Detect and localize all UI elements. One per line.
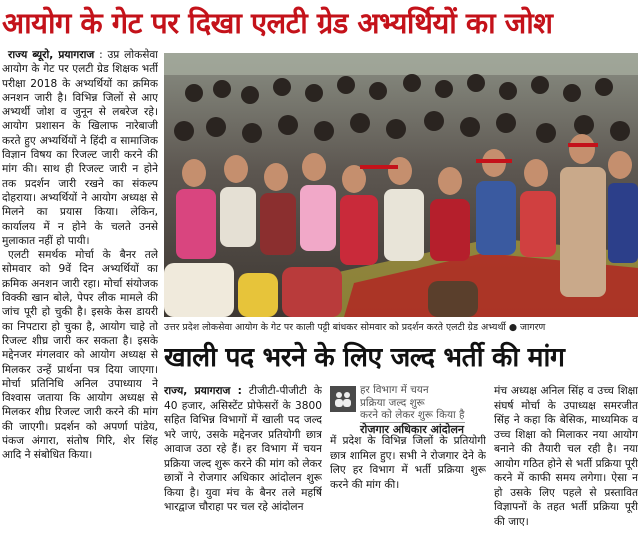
left-paragraph-1 [2, 48, 158, 248]
dateline: राज्य ब्यूरो, प्रयागराज [8, 49, 95, 61]
article-column-b [330, 384, 486, 544]
photo-caption: उत्तर प्रदेश लोकसेवा आयोग के गेट पर काली पट्टी बांधकर सोमवार को प्रदर्शन करते एलटी ग्रेड अभ्यर्थी ● जागरण [164, 322, 546, 333]
protest-photo [164, 53, 638, 317]
kicker-text [360, 384, 465, 436]
left-paragraph-2: एलटी समर्थक मोर्चा के बैनर तले सोमवार को 9वें दिन अभ्यर्थियों का क्रमिक अनशन जारी रहा। मोर्चा संयोजक विक्की खान बोले, पेपर लीक मामले की जांच पूरी हो चुकी है। इसके केस डायरी का निपटारा हो चुका है, आयोग चाहे तो रिजल्ट शीघ्र जारी कर सकता है। इसके मद्देनजर मंगलवार को आयोग अध्यक्ष से मिलकर उन्हें प्रार्थना पत्र दिया जाएगा। मोर्चा प्रतिनिधि अनिल उपाध्याय ने विश्वास जताया कि आयोग अध्यक्ष से मिलकर शीघ्र रिजल्ट जारी करने की मांग की जाएगी। प्रदर्शन को अपर्णा पांडेय, पंकज अंगारा, संतोष गिरि, शेर सिंह आदि ने संबोधित किया। [2, 249, 158, 462]
column-a-dateline: राज्य, प्रयागराज : [164, 385, 242, 397]
main-headline: आयोग के गेट पर दिखा एलटी ग्रेड अभ्यर्थियों का जोश [2, 6, 553, 40]
protest-photo-illustration [164, 53, 638, 317]
group-icon [330, 386, 356, 412]
kicker-subtitle: रोजगार अधिकार आंदोलन [360, 422, 465, 436]
left-paragraph-1-text: : उप्र लोकसेवा आयोग के गेट पर एलटी ग्रेड शिक्षक भर्ती परीक्षा 2018 के अभ्यर्थियों का क्रमिक अनशन जारी है। विभिन्न जिलों से आए अभ्यर्थी जोश व जुनून से लबरेज रहे। आयोग प्रशासन के खिलाफ नारेबाजी करते हुए अभ्यर्थियों ने हिंदी व सामाजिक विज्ञान विषय का रिजल्ट जारी करने की मांग की। साथ ही रिजल्ट जारी न होने तक प्रदर्शन जारी रखने का संकल्प दोहराया। अभ्यर्थियों ने आयोग अध्यक्ष से मिलने का प्रयास किया। लेकिन, कार्यालय में न होने के चलते उनसे मुलाकात नहीं हो पायी। [2, 49, 158, 247]
column-a-body: टीजीटी-पीजीटी के 40 हजार, असिस्टेंट प्रोफेसरों के 3800 सहित विभिन्न विभागों में खाली पद जल्द भरे जाएं, उसके मद्देनजर प्रतियोगी छात्र आवाज उठा रहे हैं। हर विभाग में चयन प्रक्रिया जल्द शुरू करने की मांग को लेकर छात्रों ने रोजगार अधिकार आंदोलन शुरू किया है। युवा मंच के बैनर तले महर्षि भारद्वाज चौराहा पर चल रहे आंदोलन [164, 385, 322, 513]
people-icon [333, 390, 353, 408]
kicker-line-2: प्रक्रिया जल्द शुरू [360, 396, 425, 409]
column-a-text [164, 384, 322, 515]
kicker-line-3: करने को लेकर शुरू किया है [360, 409, 465, 421]
kicker-box [330, 384, 486, 436]
article-column-c [494, 384, 638, 544]
sub-headline: खाली पद भरने के लिए जल्द भर्ती की मांग [164, 342, 565, 373]
column-c-text: मंच अध्यक्ष अनिल सिंह व उच्च शिक्षा संघर्ष मोर्चा के उपाध्यक्ष समरजीत सिंह ने कहा कि बेसिक, माध्यमिक व उच्च शिक्षा को मिलाकर नया आयोग बनाने की तैयारी चल रही है। नया आयोग गठित होने से भर्ती प्रक्रिया पूरी करने में काफी समय लगेगा। ऐसा न हो उसके लिए पहले से प्रस्तावित विज्ञापनों के तहत भर्ती प्रक्रिया पूरी की जाए। [494, 385, 638, 528]
left-article-column [2, 48, 158, 543]
column-b-text: में प्रदेश के विभिन्न जिलों के प्रतियोगी छात्र शामिल हुए। सभी ने रोजगार देने के लिए हर विभाग में भर्ती प्रक्रिया शुरू करने की मांग की। [330, 435, 486, 491]
kicker-line-1: हर विभाग में चयन [360, 384, 429, 396]
article-column-a [164, 384, 322, 544]
